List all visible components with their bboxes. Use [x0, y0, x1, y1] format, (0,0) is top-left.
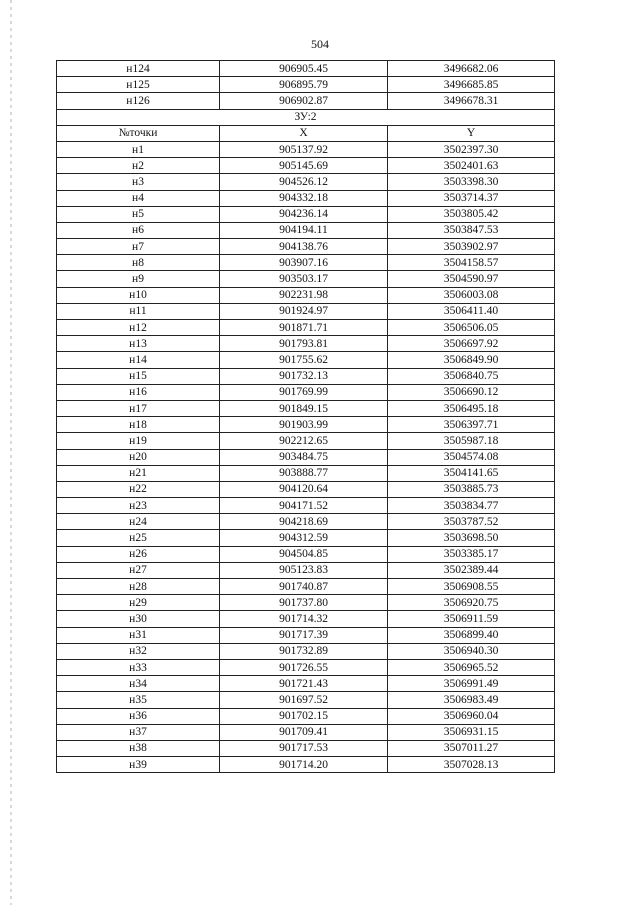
x-coordinate-cell: 901924.97 [220, 303, 388, 319]
x-coordinate-cell: 906905.45 [220, 61, 388, 77]
point-id-cell: н3 [57, 174, 220, 190]
point-id-cell: н30 [57, 611, 220, 627]
x-coordinate-cell: 902231.98 [220, 287, 388, 303]
point-id-cell: н24 [57, 514, 220, 530]
table-row [57, 222, 555, 238]
point-id-cell: н11 [57, 303, 220, 319]
table-row [57, 141, 555, 157]
point-id-cell: н33 [57, 659, 220, 675]
x-coordinate-cell: 901769.99 [220, 384, 388, 400]
table-row [57, 595, 555, 611]
y-coordinate-cell: 3506697.92 [388, 336, 555, 352]
header-point-number: №точки [57, 125, 220, 141]
y-coordinate-cell: 3506411.40 [388, 303, 555, 319]
point-id-cell: н16 [57, 384, 220, 400]
y-coordinate-cell: 3506840.75 [388, 368, 555, 384]
y-coordinate-cell: 3496678.31 [388, 93, 555, 109]
table-row [57, 336, 555, 352]
y-coordinate-cell: 3506495.18 [388, 400, 555, 416]
table-row [57, 724, 555, 740]
y-coordinate-cell: 3506931.15 [388, 724, 555, 740]
table-row [57, 562, 555, 578]
point-id-cell: н2 [57, 158, 220, 174]
table-row [57, 465, 555, 481]
x-coordinate-cell: 901726.55 [220, 659, 388, 675]
x-coordinate-cell: 901717.39 [220, 627, 388, 643]
y-coordinate-cell: 3504590.97 [388, 271, 555, 287]
x-coordinate-cell: 904120.64 [220, 481, 388, 497]
table-row [57, 498, 555, 514]
x-coordinate-cell: 901714.20 [220, 757, 388, 773]
x-coordinate-cell: 905123.83 [220, 562, 388, 578]
coordinates-table [56, 60, 555, 773]
point-id-cell: н19 [57, 433, 220, 449]
x-coordinate-cell: 904138.76 [220, 239, 388, 255]
y-coordinate-cell: 3507011.27 [388, 740, 555, 756]
point-id-cell: н1 [57, 141, 220, 157]
table-row [57, 449, 555, 465]
table-row [57, 481, 555, 497]
table-row [57, 659, 555, 675]
y-coordinate-cell: 3506849.90 [388, 352, 555, 368]
x-coordinate-cell: 901849.15 [220, 400, 388, 416]
y-coordinate-cell: 3503385.17 [388, 546, 555, 562]
y-coordinate-cell: 3503834.77 [388, 498, 555, 514]
x-coordinate-cell: 901755.62 [220, 352, 388, 368]
table-row [57, 77, 555, 93]
x-coordinate-cell: 904194.11 [220, 222, 388, 238]
point-id-cell: н8 [57, 255, 220, 271]
point-id-cell: н35 [57, 692, 220, 708]
x-coordinate-cell: 906902.87 [220, 93, 388, 109]
y-coordinate-cell: 3506911.59 [388, 611, 555, 627]
header-y: Y [388, 125, 555, 141]
point-id-cell: н22 [57, 481, 220, 497]
x-coordinate-cell: 903503.17 [220, 271, 388, 287]
y-coordinate-cell: 3506397.71 [388, 417, 555, 433]
point-id-cell: н39 [57, 757, 220, 773]
point-id-cell: н10 [57, 287, 220, 303]
x-coordinate-cell: 901732.13 [220, 368, 388, 384]
x-coordinate-cell: 903888.77 [220, 465, 388, 481]
table-row [57, 708, 555, 724]
table-row [57, 514, 555, 530]
point-id-cell: н34 [57, 676, 220, 692]
point-id-cell: н37 [57, 724, 220, 740]
point-id-cell: н4 [57, 190, 220, 206]
x-coordinate-cell: 901697.52 [220, 692, 388, 708]
table-row [57, 239, 555, 255]
x-coordinate-cell: 901702.15 [220, 708, 388, 724]
point-id-cell: н27 [57, 562, 220, 578]
point-id-cell: н17 [57, 400, 220, 416]
x-coordinate-cell: 905145.69 [220, 158, 388, 174]
header-x: X [220, 125, 388, 141]
point-id-cell: н126 [57, 93, 220, 109]
y-coordinate-cell: 3507028.13 [388, 757, 555, 773]
point-id-cell: н18 [57, 417, 220, 433]
point-id-cell: н29 [57, 595, 220, 611]
header-row [57, 125, 555, 141]
table-row [57, 740, 555, 756]
x-coordinate-cell: 901709.41 [220, 724, 388, 740]
coordinates-table-body [57, 61, 555, 773]
x-coordinate-cell: 901732.89 [220, 643, 388, 659]
table-row [57, 303, 555, 319]
point-id-cell: н25 [57, 530, 220, 546]
table-row [57, 158, 555, 174]
y-coordinate-cell: 3502401.63 [388, 158, 555, 174]
section-label: ЗУ:2 [57, 109, 555, 125]
y-coordinate-cell: 3503698.50 [388, 530, 555, 546]
x-coordinate-cell: 904171.52 [220, 498, 388, 514]
table-row [57, 611, 555, 627]
x-coordinate-cell: 901871.71 [220, 320, 388, 336]
table-row [57, 206, 555, 222]
table-row [57, 352, 555, 368]
table-row [57, 530, 555, 546]
y-coordinate-cell: 3506908.55 [388, 579, 555, 595]
table-row [57, 271, 555, 287]
table-row [57, 643, 555, 659]
x-coordinate-cell: 906895.79 [220, 77, 388, 93]
table-row [57, 93, 555, 109]
table-row [57, 255, 555, 271]
section-row [57, 109, 555, 125]
point-id-cell: н36 [57, 708, 220, 724]
y-coordinate-cell: 3506965.52 [388, 659, 555, 675]
y-coordinate-cell: 3506991.49 [388, 676, 555, 692]
table-row [57, 287, 555, 303]
point-id-cell: н21 [57, 465, 220, 481]
point-id-cell: н13 [57, 336, 220, 352]
x-coordinate-cell: 904332.18 [220, 190, 388, 206]
scan-edge-artifact [10, 0, 12, 905]
x-coordinate-cell: 904236.14 [220, 206, 388, 222]
x-coordinate-cell: 901793.81 [220, 336, 388, 352]
table-row [57, 190, 555, 206]
y-coordinate-cell: 3505987.18 [388, 433, 555, 449]
y-coordinate-cell: 3506960.04 [388, 708, 555, 724]
table-row [57, 433, 555, 449]
point-id-cell: н125 [57, 77, 220, 93]
y-coordinate-cell: 3504158.57 [388, 255, 555, 271]
point-id-cell: н12 [57, 320, 220, 336]
table-row [57, 546, 555, 562]
y-coordinate-cell: 3504141.65 [388, 465, 555, 481]
x-coordinate-cell: 901714.32 [220, 611, 388, 627]
point-id-cell: н14 [57, 352, 220, 368]
table-row [57, 174, 555, 190]
y-coordinate-cell: 3503805.42 [388, 206, 555, 222]
x-coordinate-cell: 901737.80 [220, 595, 388, 611]
y-coordinate-cell: 3506003.08 [388, 287, 555, 303]
y-coordinate-cell: 3506690.12 [388, 384, 555, 400]
y-coordinate-cell: 3496685.85 [388, 77, 555, 93]
table-row [57, 61, 555, 77]
point-id-cell: н6 [57, 222, 220, 238]
y-coordinate-cell: 3503714.37 [388, 190, 555, 206]
point-id-cell: н23 [57, 498, 220, 514]
y-coordinate-cell: 3506983.49 [388, 692, 555, 708]
table-row [57, 368, 555, 384]
x-coordinate-cell: 904526.12 [220, 174, 388, 190]
x-coordinate-cell: 901721.43 [220, 676, 388, 692]
table-row [57, 320, 555, 336]
y-coordinate-cell: 3506920.75 [388, 595, 555, 611]
y-coordinate-cell: 3506899.40 [388, 627, 555, 643]
table-row [57, 627, 555, 643]
x-coordinate-cell: 903484.75 [220, 449, 388, 465]
y-coordinate-cell: 3503847.53 [388, 222, 555, 238]
point-id-cell: н26 [57, 546, 220, 562]
x-coordinate-cell: 901903.99 [220, 417, 388, 433]
y-coordinate-cell: 3503885.73 [388, 481, 555, 497]
table-row [57, 757, 555, 773]
point-id-cell: н32 [57, 643, 220, 659]
point-id-cell: н7 [57, 239, 220, 255]
point-id-cell: н20 [57, 449, 220, 465]
point-id-cell: н9 [57, 271, 220, 287]
table-row [57, 400, 555, 416]
y-coordinate-cell: 3506940.30 [388, 643, 555, 659]
y-coordinate-cell: 3502397.30 [388, 141, 555, 157]
y-coordinate-cell: 3503787.52 [388, 514, 555, 530]
x-coordinate-cell: 903907.16 [220, 255, 388, 271]
y-coordinate-cell: 3503902.97 [388, 239, 555, 255]
y-coordinate-cell: 3502389.44 [388, 562, 555, 578]
x-coordinate-cell: 904312.59 [220, 530, 388, 546]
x-coordinate-cell: 901740.87 [220, 579, 388, 595]
x-coordinate-cell: 904218.69 [220, 514, 388, 530]
table-row [57, 579, 555, 595]
table-row [57, 692, 555, 708]
table-row [57, 384, 555, 400]
point-id-cell: н28 [57, 579, 220, 595]
y-coordinate-cell: 3504574.08 [388, 449, 555, 465]
point-id-cell: н5 [57, 206, 220, 222]
table-row [57, 417, 555, 433]
x-coordinate-cell: 902212.65 [220, 433, 388, 449]
x-coordinate-cell: 905137.92 [220, 141, 388, 157]
point-id-cell: н38 [57, 740, 220, 756]
y-coordinate-cell: 3506506.05 [388, 320, 555, 336]
point-id-cell: н124 [57, 61, 220, 77]
x-coordinate-cell: 901717.53 [220, 740, 388, 756]
x-coordinate-cell: 904504.85 [220, 546, 388, 562]
point-id-cell: н15 [57, 368, 220, 384]
page-number: 504 [311, 37, 329, 51]
y-coordinate-cell: 3496682.06 [388, 61, 555, 77]
table-row [57, 676, 555, 692]
point-id-cell: н31 [57, 627, 220, 643]
y-coordinate-cell: 3503398.30 [388, 174, 555, 190]
